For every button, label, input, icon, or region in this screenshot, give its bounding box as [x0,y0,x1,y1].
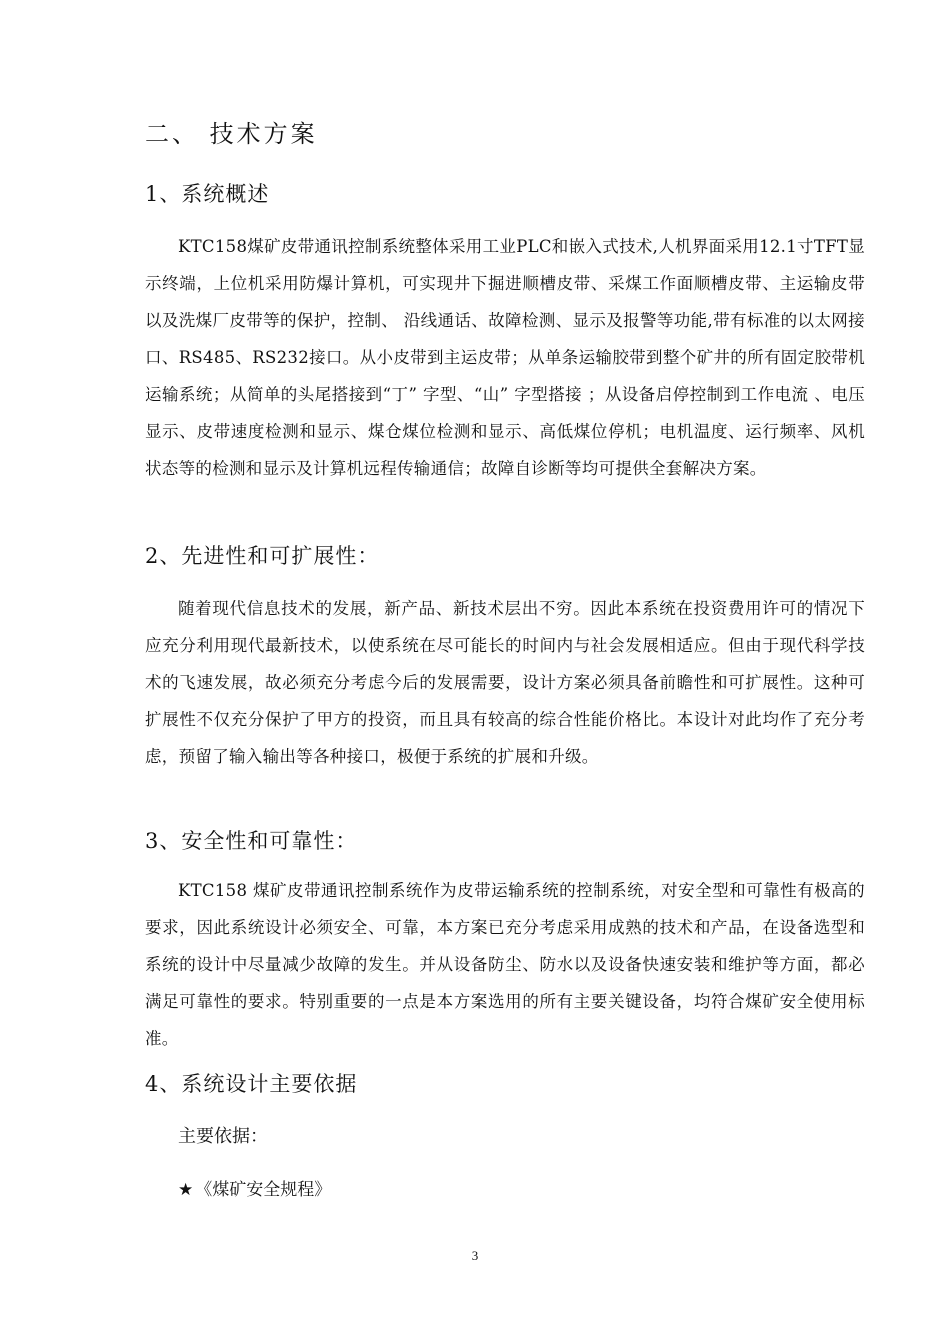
reference-item [178,1175,331,1200]
star-icon: ★ [178,1180,194,1200]
paragraph-safety-reliability: KTC158 煤矿皮带通讯控制系统作为皮带运输系统的控制系统，对安全型和可靠性有极高的要求，因此系统设计必须安全、可靠，本方案已充分考虑采用成熟的技术和产品，在设备选型和系统的设计中尽量减少故障的发生。并从设备防尘、防水以及设备快速安装和维护等方面，都必满足可靠性的要求。特别重要的一点是本方案选用的所有主要关键设备，均符合煤矿安全使用标准。 [145,881,865,1048]
section-title: 二、 技术方案 [145,120,318,148]
sub-heading-main-basis: 主要依据： [178,1126,268,1147]
heading-advancement-scalability: 2、先进性和可扩展性： [145,544,380,568]
paragraph-system-overview: KTC158煤矿皮带通讯控制系统整体采用工业PLC和嵌入式技术,人机界面采用12.1寸TFT显示终端，上位机采用防爆计算机，可实现井下掘进顺槽皮带、采煤工作面顺槽皮带、主运输皮带以及洗煤厂皮带等的保护，控制、 沿线通话、故障检测、显示及报警等功能,带有标准的以太网接口、RS485、RS232接口。从小皮带到主运皮带；从单条运输胶带到整个矿井的所有固定胶带机运输系统；从简单的头尾搭接到“丁” 字型、“山” 字型搭接 ；从设备启停控制到工作电流 、电压显示、皮带速度检测和显示、煤仓煤位检测和显示、高低煤位停机；电机温度、运行频率、风机状态等的检测和显示及计算机远程传输通信；故障自诊断等均可提供全套解决方案。 [145,237,865,478]
heading-system-overview: 1、系统概述 [145,182,270,206]
heading-design-basis: 4、系统设计主要依据 [145,1072,358,1096]
page-number: 3 [471,1248,479,1263]
reference-text: 《煤矿安全规程》 [195,1180,332,1200]
paragraph-advancement-scalability: 随着现代信息技术的发展，新产品、新技术层出不穷。因此本系统在投资费用许可的情况下应充分利用现代最新技术，以使系统在尽可能长的时间内与社会发展相适应。但由于现代科学技术的飞速发展，故必须充分考虑今后的发展需要，设计方案必须具备前瞻性和可扩展性。这种可扩展性不仅充分保护了甲方的投资，而且具有较高的综合性能价格比。本设计对此均作了充分考虑，预留了输入输出等各种接口，极便于系统的扩展和升级。 [145,599,865,766]
heading-safety-reliability: 3、安全性和可靠性： [145,829,358,853]
